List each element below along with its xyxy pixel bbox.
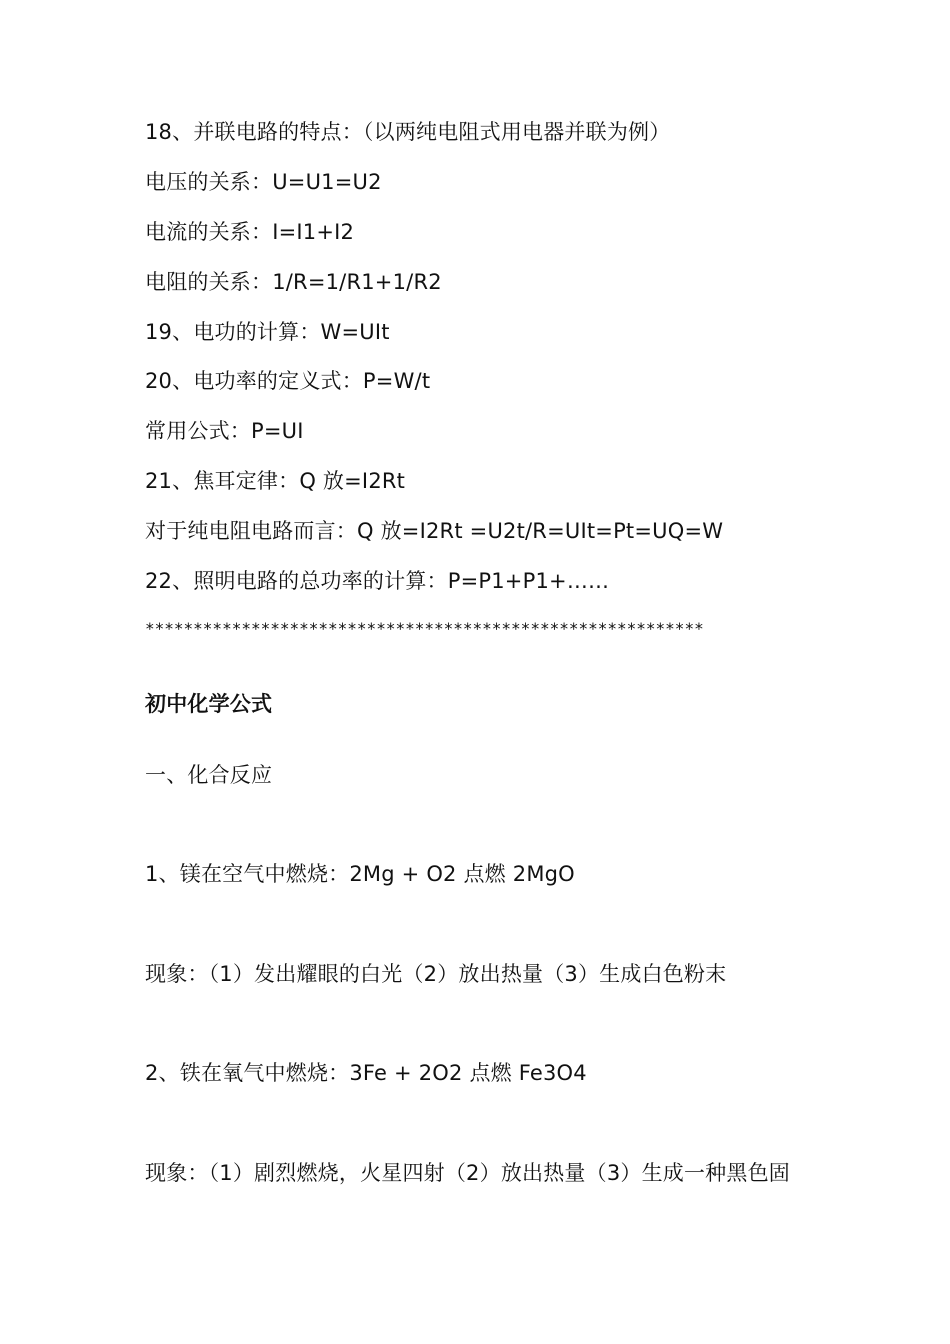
physics-line-common-formula: 常用公式：P=UI (145, 419, 304, 443)
physics-line-18: 18、并联电路的特点：（以两纯电阻式用电器并联为例） (145, 120, 671, 144)
physics-line-22: 22、照明电路的总功率的计算：P=P1+P1+…… (145, 569, 610, 593)
physics-line-voltage: 电压的关系：U=U1=U2 (145, 170, 382, 194)
physics-line-resistance: 电阻的关系：1/R=1/R1+1/R2 (145, 270, 442, 294)
chemistry-item-2: 2、铁在氧气中燃烧：3Fe + 2O2 点燃 Fe3O4 (145, 1061, 587, 1085)
chemistry-item-2-phenomenon: 现象：（1）剧烈燃烧，火星四射（2）放出热量（3）生成一种黑色固 (145, 1161, 790, 1185)
physics-line-current: 电流的关系：I=I1+I2 (145, 220, 355, 244)
chemistry-item-1-phenomenon: 现象：（1）发出耀眼的白光（2）放出热量（3）生成白色粉末 (145, 962, 727, 986)
chemistry-item-1: 1、镁在空气中燃烧：2Mg + O2 点燃 2MgO (145, 862, 575, 886)
physics-line-21: 21、焦耳定律：Q 放=I2Rt (145, 469, 406, 493)
separator-stars: ********************************************************** (145, 619, 704, 638)
physics-line-pure-resistance: 对于纯电阻电路而言：Q 放=I2Rt =U2t/R=UIt=Pt=UQ=W (145, 519, 724, 543)
chemistry-title: 初中化学公式 (145, 692, 273, 716)
physics-line-19: 19、电功的计算：W=UIt (145, 320, 390, 344)
physics-line-20: 20、电功率的定义式：P=W/t (145, 369, 431, 393)
chemistry-section-heading: 一、化合反应 (145, 763, 273, 787)
